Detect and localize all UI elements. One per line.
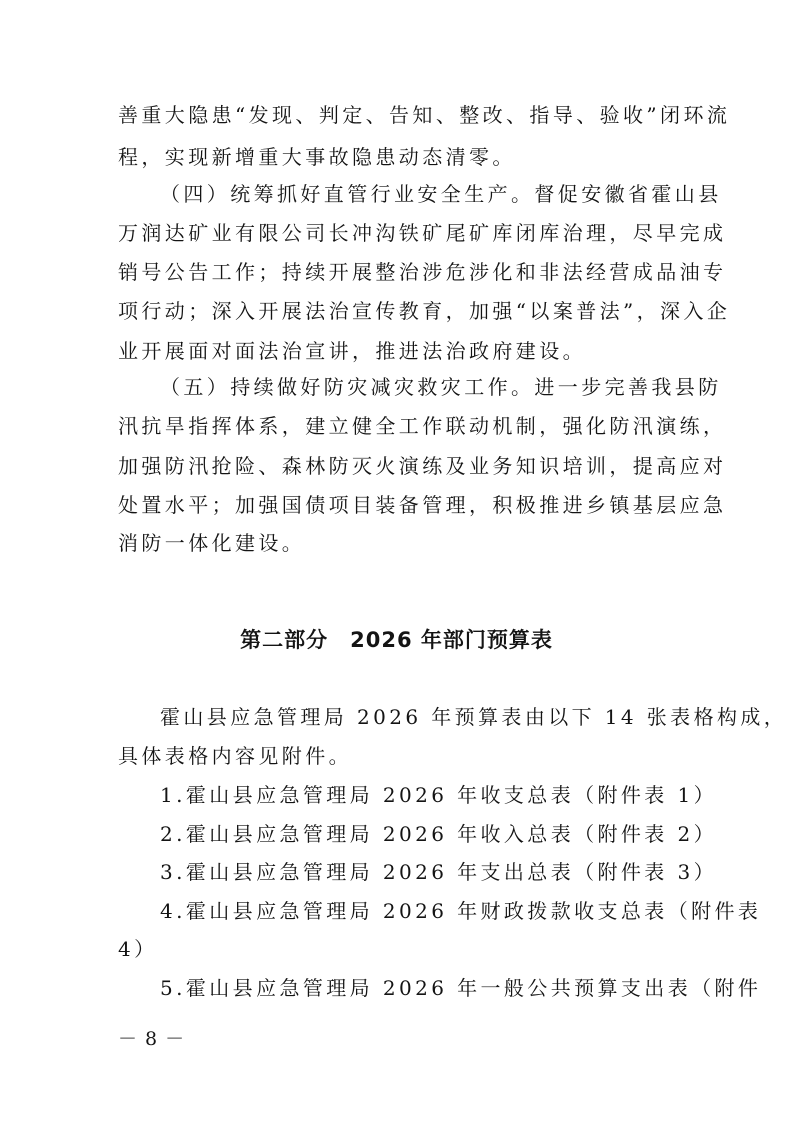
paragraph-line: 霍山县应急管理局 2026 年预算表由以下 14 张表格构成， bbox=[160, 705, 788, 729]
paragraph-line: 处置水平；加强国债项目装备管理，积极推进乡镇基层应急 bbox=[118, 493, 727, 517]
paragraph-line: 汛抗旱指挥体系，建立健全工作联动机制，强化防汛演练， bbox=[118, 414, 727, 438]
list-item: 1.霍山县应急管理局 2026 年收支总表（附件表 1） bbox=[160, 783, 717, 807]
paragraph-line: 具体表格内容见附件。 bbox=[118, 744, 352, 768]
list-item-continuation: 4） bbox=[118, 937, 158, 961]
page-number: － 8 － bbox=[118, 1028, 186, 1050]
paragraph-line: 加强防汛抢险、森林防灭火演练及业务知识培训，提高应对 bbox=[118, 454, 727, 478]
paragraph-line: （四）统筹抓好直管行业安全生产。督促安徽省霍山县 bbox=[160, 182, 722, 206]
paragraph-line: 善重大隐患“发现、判定、告知、整改、指导、验收”闭环流 bbox=[118, 103, 731, 127]
paragraph-line: 程，实现新增重大事故隐患动态清零。 bbox=[118, 145, 516, 169]
paragraph-line: 业开展面对面法治宣讲，推进法治政府建设。 bbox=[118, 339, 586, 363]
list-item: 3.霍山县应急管理局 2026 年支出总表（附件表 3） bbox=[160, 860, 717, 884]
paragraph-line: 消防一体化建设。 bbox=[118, 531, 306, 555]
paragraph-line: 万润达矿业有限公司长冲沟铁矿尾矿库闭库治理，尽早完成 bbox=[118, 221, 727, 245]
list-item: 4.霍山县应急管理局 2026 年财政拨款收支总表（附件表 bbox=[160, 899, 762, 923]
paragraph-line: 销号公告工作；持续开展整治涉危涉化和非法经营成品油专 bbox=[118, 260, 727, 284]
list-item: 5.霍山县应急管理局 2026 年一般公共预算支出表（附件 bbox=[160, 976, 762, 1000]
list-item: 2.霍山县应急管理局 2026 年收入总表（附件表 2） bbox=[160, 822, 717, 846]
paragraph-line: （五）持续做好防灾减灾救灾工作。进一步完善我县防 bbox=[160, 375, 722, 399]
paragraph-line: 项行动；深入开展法治宣传教育，加强“以案普法”，深入企 bbox=[118, 299, 731, 323]
section-heading: 第二部分 2026 年部门预算表 bbox=[240, 628, 553, 652]
